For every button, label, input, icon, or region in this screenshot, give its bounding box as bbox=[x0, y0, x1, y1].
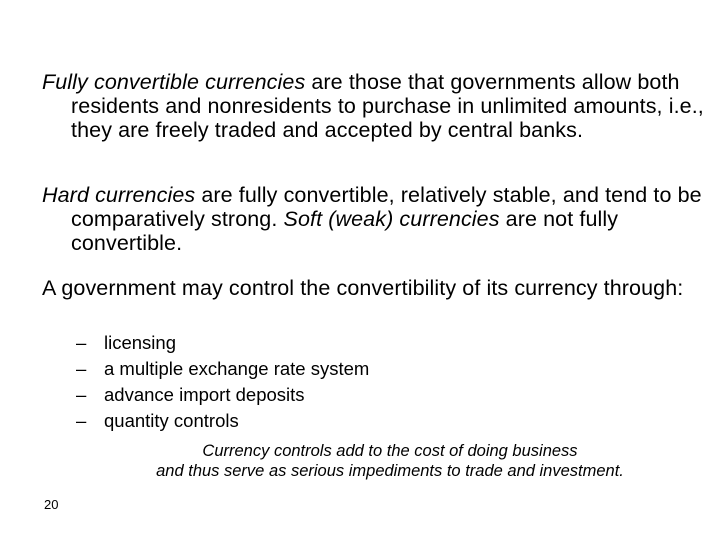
dash-bullet: – bbox=[76, 332, 87, 353]
controls-list bbox=[76, 330, 369, 434]
note-line-2: and thus serve as serious impediments to trade and investment. bbox=[156, 462, 624, 480]
paragraph-government-control-text: A government may control the convertibility of its currency through: bbox=[42, 276, 684, 300]
paragraph-soft-currencies-text: are not fully convertible. bbox=[71, 207, 619, 255]
dash-bullet: – bbox=[76, 410, 87, 431]
page-number: 20 bbox=[44, 497, 59, 512]
list-item-text: advance import deposits bbox=[104, 384, 305, 405]
paragraph-fully-convertible bbox=[42, 70, 711, 142]
dash-bullet: – bbox=[76, 358, 87, 379]
note-line-1: Currency controls add to the cost of doing business bbox=[202, 442, 578, 460]
paragraph-government-control bbox=[42, 276, 711, 300]
paragraph-fully-convertible-text: are those that governments allow both residents and nonresidents to purchase in unlimited amounts, i.e., they are freely traded and accepted by central banks. bbox=[71, 70, 704, 142]
term-hard-currencies: Hard currencies bbox=[42, 183, 196, 207]
paragraph-hard-soft-currencies bbox=[42, 183, 711, 255]
dash-bullet: – bbox=[76, 384, 87, 405]
paragraph-hard-currencies-text: are fully convertible, relatively stable, and tend to be comparatively strong. bbox=[71, 183, 702, 231]
term-fully-convertible: Fully convertible currencies bbox=[42, 70, 306, 94]
list-item-text: licensing bbox=[104, 332, 176, 353]
list-item-text: a multiple exchange rate system bbox=[104, 358, 370, 379]
list-item bbox=[76, 382, 369, 408]
currency-controls-note bbox=[90, 441, 690, 481]
list-item-text: quantity controls bbox=[104, 410, 239, 431]
term-soft-currencies: Soft (weak) currencies bbox=[283, 207, 500, 231]
list-item bbox=[76, 330, 369, 356]
list-item bbox=[76, 408, 369, 434]
list-item bbox=[76, 356, 369, 382]
